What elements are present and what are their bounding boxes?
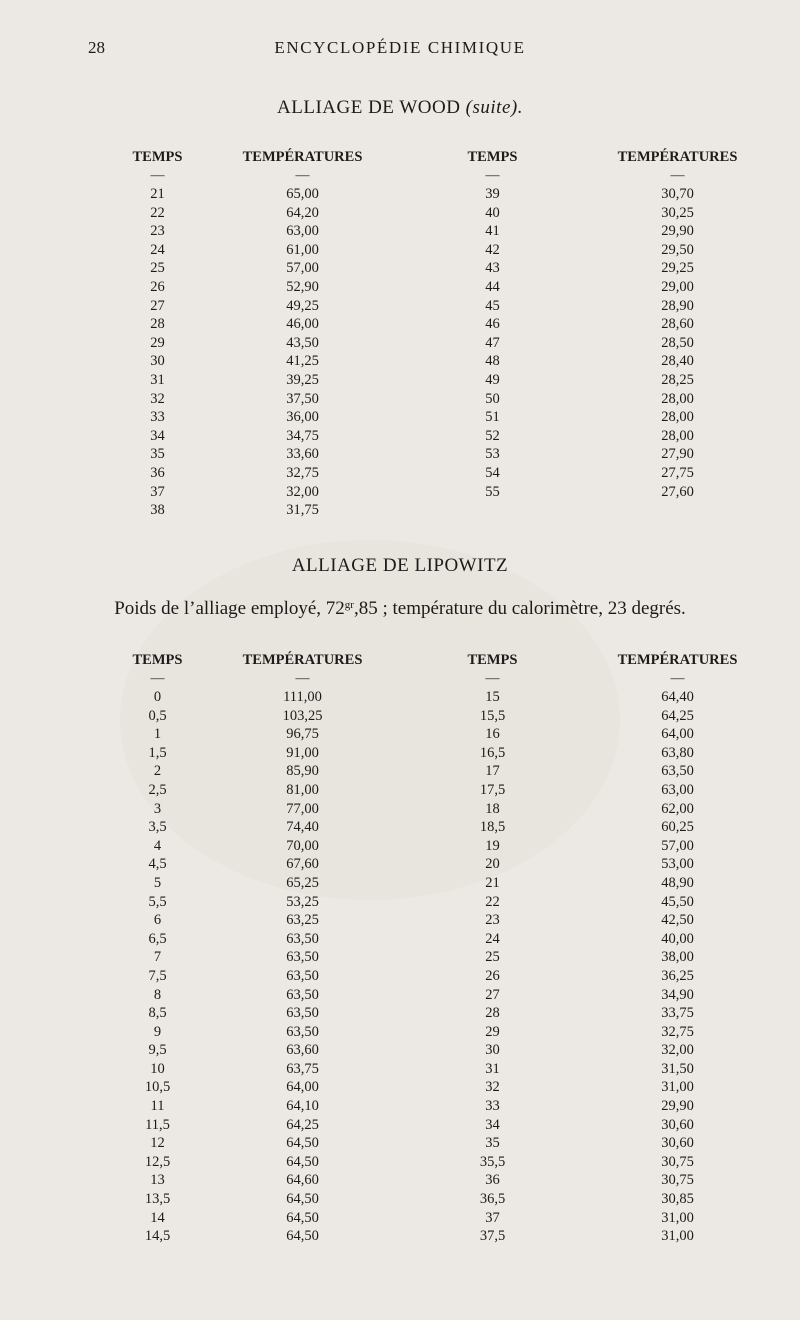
- temperature-cell: 53,00: [661, 856, 694, 873]
- table-row: [100, 297, 760, 316]
- time-cell: 13,5: [144, 1191, 171, 1208]
- time-cell: 22: [150, 204, 165, 221]
- table-row: [100, 762, 760, 781]
- col-header-temps: TEMPS: [132, 652, 183, 669]
- table-row: [100, 1171, 760, 1190]
- time-cell: 25: [485, 949, 500, 966]
- time-cell: 37: [150, 483, 165, 500]
- table-row: [100, 408, 760, 427]
- temperature-cell: 64,25: [286, 1116, 319, 1133]
- temperature-cell: 32,75: [661, 1023, 694, 1040]
- table-row: [100, 241, 760, 260]
- table-row: [100, 967, 760, 986]
- temperature-cell: 27,75: [661, 464, 694, 481]
- time-cell: 7: [153, 949, 162, 966]
- table-row: [100, 390, 760, 409]
- table-row: [100, 371, 760, 390]
- time-cell: 23: [150, 223, 165, 240]
- wood-table: [100, 145, 760, 520]
- temperature-cell: 29,90: [661, 223, 694, 240]
- table-row: [100, 893, 760, 912]
- table-row: [100, 781, 760, 800]
- temperature-cell: 64,20: [286, 204, 319, 221]
- time-cell: 2,5: [148, 781, 167, 798]
- col-header-temperatures: TEMPÉRATURES: [242, 652, 363, 669]
- time-cell: 35: [485, 1135, 500, 1152]
- lipowitz-table: [100, 648, 760, 1246]
- time-cell: 8: [153, 986, 162, 1003]
- wood-table-body: [100, 185, 760, 520]
- time-cell: 37,5: [479, 1228, 506, 1245]
- time-cell: 34: [485, 1116, 500, 1133]
- temperature-cell: 64,10: [286, 1098, 319, 1115]
- time-cell: 48: [485, 353, 500, 370]
- time-cell: 24: [485, 930, 500, 947]
- time-cell: 36,5: [479, 1191, 506, 1208]
- time-cell: 45: [485, 297, 500, 314]
- temperature-cell: 64,60: [286, 1172, 319, 1189]
- temperature-cell: 63,50: [286, 986, 319, 1003]
- time-cell: 53: [485, 446, 500, 463]
- dash: —: [150, 168, 165, 183]
- temperature-cell: 63,75: [286, 1060, 319, 1077]
- time-cell: 46: [485, 316, 500, 333]
- time-cell: 1,5: [148, 744, 167, 761]
- table-row: [100, 930, 760, 949]
- table-row: [100, 185, 760, 204]
- time-cell: 42: [485, 241, 500, 258]
- table-row: [100, 222, 760, 241]
- temperature-cell: 64,00: [286, 1079, 319, 1096]
- table-row: [100, 483, 760, 502]
- time-cell: 26: [485, 967, 500, 984]
- temperature-cell: 40,00: [661, 930, 694, 947]
- table-row: [100, 1116, 760, 1135]
- temperature-cell: 48,90: [661, 874, 694, 891]
- time-cell: 4,5: [148, 856, 167, 873]
- temperature-cell: 29,00: [661, 278, 694, 295]
- temperature-cell: 28,00: [661, 427, 694, 444]
- table-row: [100, 315, 760, 334]
- time-cell: 29: [485, 1023, 500, 1040]
- temperature-cell: 29,50: [661, 241, 694, 258]
- temperature-cell: 28,25: [661, 371, 694, 388]
- table-row: [100, 725, 760, 744]
- temperature-cell: 30,85: [661, 1191, 694, 1208]
- temperature-cell: 32,00: [286, 483, 319, 500]
- temperature-cell: 57,00: [286, 260, 319, 277]
- table-row: [100, 1153, 760, 1172]
- time-cell: [390, 501, 595, 520]
- temperature-cell: 30,25: [661, 204, 694, 221]
- temperature-cell: 62,00: [661, 800, 694, 817]
- time-cell: 20: [485, 856, 500, 873]
- temperature-cell: 85,90: [286, 763, 319, 780]
- temperature-cell: 46,00: [286, 316, 319, 333]
- time-cell: 47: [485, 334, 500, 351]
- temperature-cell: 43,50: [286, 334, 319, 351]
- table-row: [100, 1097, 760, 1116]
- temperature-cell: 64,40: [661, 689, 694, 705]
- temperature-cell: 36,25: [661, 967, 694, 984]
- temperature-cell: 64,50: [286, 1153, 319, 1170]
- page-number: 28: [88, 38, 105, 57]
- temperature-cell: 81,00: [286, 781, 319, 798]
- temperature-cell: 52,90: [286, 278, 319, 295]
- temperature-cell: 28,50: [661, 334, 694, 351]
- temperature-cell: 31,00: [661, 1228, 694, 1245]
- table-row: [100, 1023, 760, 1042]
- time-cell: 17: [485, 763, 500, 780]
- wood-title-suite: (suite).: [465, 97, 523, 118]
- dash-row: [100, 670, 760, 688]
- time-cell: 33: [485, 1098, 500, 1115]
- temperature-cell: 64,50: [286, 1209, 319, 1226]
- temperature-cell: 39,25: [286, 371, 319, 388]
- col-header-temperatures: TEMPÉRATURES: [242, 149, 363, 166]
- time-cell: 28: [485, 1005, 500, 1022]
- table-row: [100, 1134, 760, 1153]
- time-cell: 14,5: [144, 1228, 171, 1245]
- time-cell: 23: [485, 912, 500, 929]
- col-header-temps: TEMPS: [467, 652, 518, 669]
- temperature-cell: 27,90: [661, 446, 694, 463]
- table-row: [100, 855, 760, 874]
- time-cell: 35: [150, 446, 165, 463]
- time-cell: 27: [150, 297, 165, 314]
- time-cell: 30: [150, 353, 165, 370]
- temperature-cell: 63,50: [661, 763, 694, 780]
- temperature-cell: 31,00: [661, 1079, 694, 1096]
- lipowitz-subtitle: [0, 598, 800, 620]
- temperature-cell: 53,25: [286, 893, 319, 910]
- temperature-cell: 65,00: [286, 186, 319, 202]
- temperature-cell: 63,00: [661, 781, 694, 798]
- temperature-cell: 32,00: [661, 1042, 694, 1059]
- time-cell: 17,5: [479, 781, 506, 798]
- table-row: [100, 800, 760, 819]
- temperature-cell: 30,70: [661, 186, 694, 202]
- time-cell: 24: [150, 241, 165, 258]
- temperature-cell: 41,25: [286, 353, 319, 370]
- dash: —: [485, 671, 500, 686]
- time-cell: 5: [153, 874, 162, 891]
- time-cell: 8,5: [148, 1005, 167, 1022]
- table-header-row: [100, 145, 760, 167]
- time-cell: 50: [485, 390, 500, 407]
- time-cell: 18: [485, 800, 500, 817]
- temperature-cell: 30,60: [661, 1135, 694, 1152]
- time-cell: 6,5: [148, 930, 167, 947]
- table-row: [100, 911, 760, 930]
- temperature-cell: 64,25: [661, 707, 694, 724]
- temperature-cell: 63,50: [286, 1005, 319, 1022]
- table-row: [100, 1190, 760, 1209]
- time-cell: 2: [153, 763, 162, 780]
- table-row: [100, 501, 760, 520]
- time-cell: 16,5: [479, 744, 506, 761]
- wood-title-main: ALLIAGE DE WOOD: [277, 97, 466, 118]
- time-cell: 38: [150, 502, 165, 519]
- table-row: [100, 259, 760, 278]
- temperature-cell: 33,75: [661, 1005, 694, 1022]
- time-cell: 7,5: [148, 967, 167, 984]
- temperature-cell: 63,50: [286, 949, 319, 966]
- temperature-cell: 96,75: [286, 726, 319, 743]
- temperature-cell: 103,25: [282, 707, 323, 724]
- temperature-cell: 34,90: [661, 986, 694, 1003]
- dash: —: [295, 168, 310, 183]
- time-cell: 15: [485, 689, 500, 705]
- time-cell: 31: [485, 1060, 500, 1077]
- lipowitz-table-body: [100, 688, 760, 1246]
- time-cell: 3,5: [148, 819, 167, 836]
- table-row: [100, 1227, 760, 1246]
- table-row: [100, 278, 760, 297]
- temperature-cell: 28,60: [661, 316, 694, 333]
- col-header-temperatures: TEMPÉRATURES: [617, 652, 738, 669]
- time-cell: 44: [485, 278, 500, 295]
- time-cell: 36: [150, 464, 165, 481]
- temperature-cell: [595, 501, 760, 520]
- dash: —: [150, 671, 165, 686]
- temperature-cell: 63,50: [286, 930, 319, 947]
- time-cell: 18,5: [479, 819, 506, 836]
- time-cell: 10,5: [144, 1079, 171, 1096]
- dash: —: [670, 168, 685, 183]
- temperature-cell: 70,00: [286, 837, 319, 854]
- temperature-cell: 28,00: [661, 409, 694, 426]
- table-row: [100, 818, 760, 837]
- temperature-cell: 45,50: [661, 893, 694, 910]
- time-cell: 32: [150, 390, 165, 407]
- time-cell: 16: [485, 726, 500, 743]
- lipowitz-section-title: ALLIAGE DE LIPOWITZ: [291, 555, 509, 576]
- time-cell: 27: [485, 986, 500, 1003]
- temperature-cell: 61,00: [286, 241, 319, 258]
- temperature-cell: 67,60: [286, 856, 319, 873]
- time-cell: 11: [150, 1098, 165, 1115]
- temperature-cell: 28,90: [661, 297, 694, 314]
- dash: —: [670, 671, 685, 686]
- time-cell: 29: [150, 334, 165, 351]
- temperature-cell: 49,25: [286, 297, 319, 314]
- temperature-cell: 30,75: [661, 1172, 694, 1189]
- temperature-cell: 64,50: [286, 1228, 319, 1245]
- time-cell: 25: [150, 260, 165, 277]
- time-cell: 0,5: [148, 707, 167, 724]
- temperature-cell: 30,60: [661, 1116, 694, 1133]
- table-row: [100, 1078, 760, 1097]
- time-cell: 11,5: [145, 1116, 170, 1133]
- time-cell: 12,5: [144, 1153, 171, 1170]
- dash: —: [295, 671, 310, 686]
- table-row: [100, 1041, 760, 1060]
- temperature-cell: 28,40: [661, 353, 694, 370]
- time-cell: 5,5: [148, 893, 167, 910]
- temperature-cell: 60,25: [661, 819, 694, 836]
- gram-superscript: gr: [344, 599, 354, 611]
- time-cell: 33: [150, 409, 165, 426]
- time-cell: 43: [485, 260, 500, 277]
- table-row: [100, 445, 760, 464]
- dash-row: [100, 167, 760, 185]
- temperature-cell: 91,00: [286, 744, 319, 761]
- subtitle-part-a: Poids de l’alliage employé, 72: [114, 598, 345, 619]
- time-cell: 41: [485, 223, 500, 240]
- time-cell: 12: [150, 1135, 165, 1152]
- table-row: [100, 707, 760, 726]
- table-row: [100, 1004, 760, 1023]
- table-row: [100, 1209, 760, 1228]
- temperature-cell: 31,00: [661, 1209, 694, 1226]
- temperature-cell: 36,00: [286, 409, 319, 426]
- time-cell: 22: [485, 893, 500, 910]
- table-row: [100, 874, 760, 893]
- time-cell: 35,5: [479, 1153, 506, 1170]
- table-row: [100, 334, 760, 353]
- table-row: [100, 986, 760, 1005]
- time-cell: 1: [153, 726, 162, 743]
- time-cell: 31: [150, 371, 165, 388]
- temperature-cell: 29,25: [661, 260, 694, 277]
- temperature-cell: 27,60: [661, 483, 694, 500]
- temperature-cell: 63,00: [286, 223, 319, 240]
- time-cell: 3: [153, 800, 162, 817]
- time-cell: 40: [485, 204, 500, 221]
- table-row: [100, 688, 760, 707]
- time-cell: 21: [485, 874, 500, 891]
- time-cell: 30: [485, 1042, 500, 1059]
- temperature-cell: 63,80: [661, 744, 694, 761]
- temperature-cell: 64,00: [661, 726, 694, 743]
- temperature-cell: 63,25: [286, 912, 319, 929]
- wood-section-title: [0, 97, 800, 119]
- temperature-cell: 74,40: [286, 819, 319, 836]
- table-row: [100, 1060, 760, 1079]
- temperature-cell: 63,60: [286, 1042, 319, 1059]
- time-cell: 49: [485, 371, 500, 388]
- temperature-cell: 29,90: [661, 1098, 694, 1115]
- table-header-row: [100, 648, 760, 670]
- temperature-cell: 31,75: [286, 502, 319, 519]
- page-header: [0, 38, 800, 62]
- time-cell: 28: [150, 316, 165, 333]
- time-cell: 10: [150, 1060, 165, 1077]
- temperature-cell: 28,00: [661, 390, 694, 407]
- time-cell: 13: [150, 1172, 165, 1189]
- col-header-temperatures: TEMPÉRATURES: [617, 149, 738, 166]
- temperature-cell: 32,75: [286, 464, 319, 481]
- temperature-cell: 63,50: [286, 1023, 319, 1040]
- time-cell: 55: [485, 483, 500, 500]
- time-cell: 37: [485, 1209, 500, 1226]
- time-cell: 26: [150, 278, 165, 295]
- col-header-temps: TEMPS: [132, 149, 183, 166]
- temperature-cell: 111,00: [283, 689, 322, 705]
- time-cell: 15,5: [479, 707, 506, 724]
- time-cell: 6: [153, 912, 162, 929]
- table-row: [100, 744, 760, 763]
- temperature-cell: 64,50: [286, 1135, 319, 1152]
- time-cell: 21: [150, 186, 165, 202]
- dash: —: [485, 168, 500, 183]
- temperature-cell: 33,60: [286, 446, 319, 463]
- time-cell: 52: [485, 427, 500, 444]
- table-row: [100, 204, 760, 223]
- table-row: [100, 427, 760, 446]
- temperature-cell: 37,50: [286, 390, 319, 407]
- time-cell: 36: [485, 1172, 500, 1189]
- temperature-cell: 63,50: [286, 967, 319, 984]
- time-cell: 34: [150, 427, 165, 444]
- temperature-cell: 42,50: [661, 912, 694, 929]
- temperature-cell: 31,50: [661, 1060, 694, 1077]
- col-header-temps: TEMPS: [467, 149, 518, 166]
- temperature-cell: 64,50: [286, 1191, 319, 1208]
- time-cell: 39: [485, 186, 500, 202]
- temperature-cell: 30,75: [661, 1153, 694, 1170]
- time-cell: 4: [153, 837, 162, 854]
- table-row: [100, 948, 760, 967]
- temperature-cell: 38,00: [661, 949, 694, 966]
- temperature-cell: 77,00: [286, 800, 319, 817]
- table-row: [100, 464, 760, 483]
- temperature-cell: 34,75: [286, 427, 319, 444]
- subtitle-part-b: ,85 ; température du calorimètre, 23 degrés.: [353, 598, 686, 619]
- running-title: ENCYCLOPÉDIE CHIMIQUE: [274, 38, 526, 57]
- time-cell: 51: [485, 409, 500, 426]
- temperature-cell: 65,25: [286, 874, 319, 891]
- time-cell: 9: [153, 1023, 162, 1040]
- time-cell: 19: [485, 837, 500, 854]
- table-row: [100, 837, 760, 856]
- time-cell: 54: [485, 464, 500, 481]
- time-cell: 9,5: [148, 1042, 167, 1059]
- time-cell: 14: [150, 1209, 165, 1226]
- temperature-cell: 57,00: [661, 837, 694, 854]
- time-cell: 0: [153, 689, 162, 705]
- time-cell: 32: [485, 1079, 500, 1096]
- table-row: [100, 352, 760, 371]
